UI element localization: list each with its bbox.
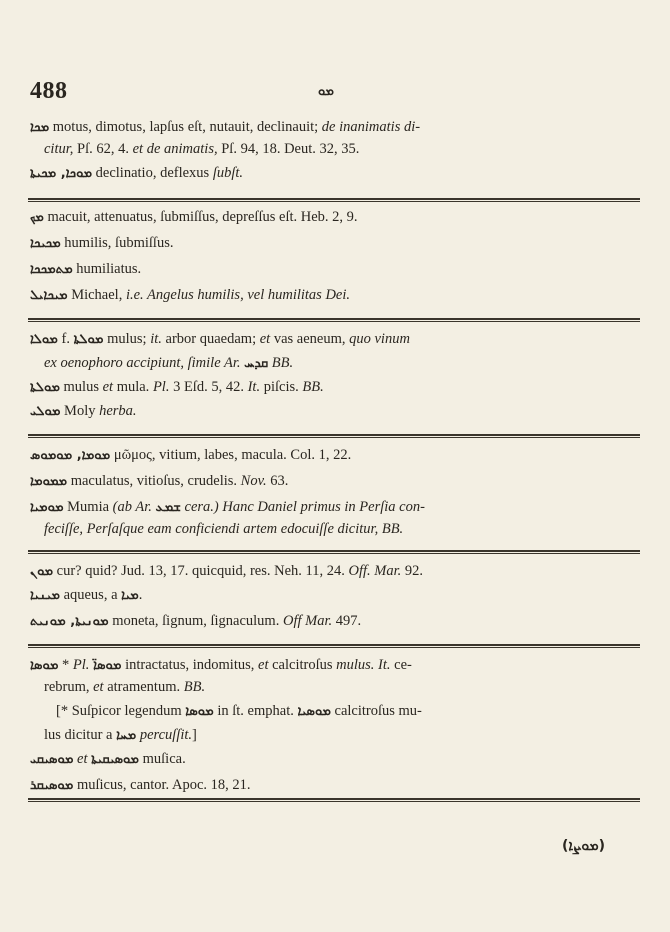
catchword: (ܡܘܨܐ): [562, 838, 605, 854]
gloss-text: atramentum.: [107, 679, 184, 695]
gloss-text: cur? quid? Jud. 13, 17. quicquid, res. Neh. 11, 24.: [53, 563, 349, 579]
gloss-text: motus, dimotus, lapſus eſt, nutauit, declinauit;: [49, 119, 322, 135]
entry-line: [56, 702, 422, 721]
italic-gloss: it.: [150, 331, 166, 347]
entry-divider: [28, 318, 640, 320]
italic-gloss: percuſſit.: [136, 727, 193, 743]
syriac-headword: ܡܘܠܬܐ: [30, 380, 60, 395]
gloss-text: μῶμος, vitium, labes, macula. Col. 1, 22.: [110, 447, 352, 463]
gloss-text: Pſ. 62, 4.: [77, 141, 133, 157]
syriac-headword: ܡܘܠܬܐ: [73, 332, 104, 347]
italic-gloss: BB.: [268, 355, 294, 371]
italic-gloss: Nov.: [240, 473, 271, 489]
entry-line: [30, 446, 351, 465]
italic-gloss: Pl.: [72, 657, 94, 673]
gloss-text: humilis, ſubmiſſus.: [60, 235, 174, 251]
entry-line: [30, 234, 173, 253]
italic-gloss: ex oenophoro accipiunt, ſimile Ar.: [44, 355, 245, 371]
entry-divider: [28, 553, 640, 554]
entry-line: [30, 498, 425, 517]
entry-divider: [28, 321, 640, 322]
italic-gloss: de inanimatis di-: [321, 119, 421, 135]
italic-gloss: citur,: [44, 141, 78, 157]
syriac-headword: ܡܚܐ: [116, 728, 137, 743]
gloss-text: Pſ. 94, 18. Deut. 32, 35.: [221, 141, 360, 157]
gloss-text: mula.: [116, 379, 153, 395]
entry-line: [30, 656, 412, 675]
syriac-headword: ܩܕܚ: [244, 356, 269, 371]
syriac-headword: ܡܝܐ: [121, 588, 139, 603]
gloss-text: calcitroſus mu-: [330, 703, 422, 719]
gloss-text: in ſt. emphat.: [213, 703, 298, 719]
syriac-headword: ܡܘܢ: [30, 564, 54, 579]
italic-gloss: BB.: [183, 679, 206, 695]
entry-line: [30, 330, 410, 349]
syriac-headword: ܡܘܡܐ, ܡܘܡܘܣ: [30, 448, 111, 463]
italic-gloss: et de animatis,: [132, 141, 222, 157]
entry-line: [30, 118, 420, 137]
entry-line: [44, 140, 359, 158]
syriac-headword: ܡܬܡܟܟܐ: [30, 262, 73, 277]
gloss-text: 92.: [404, 563, 424, 579]
gloss-text: lus dicitur a: [44, 727, 117, 743]
gloss-text: mulus: [59, 379, 103, 395]
gloss-text: 497.: [335, 613, 362, 629]
entry-line: [30, 164, 243, 183]
italic-gloss: i.e. Angelus humilis, vel humilitas Dei.: [125, 287, 351, 303]
gloss-text: piſcis.: [263, 379, 303, 395]
syriac-headword: ܡܝܢܝܐ: [30, 588, 60, 603]
entry-divider: [28, 647, 640, 648]
entry-line: [44, 726, 197, 745]
syriac-headword: ܡܝܟܐܝܠ: [30, 288, 68, 303]
italic-gloss: Off. Mar.: [348, 563, 405, 579]
italic-gloss: et: [102, 379, 117, 395]
running-head: ܡܘ: [318, 84, 334, 99]
italic-gloss: et: [258, 657, 273, 673]
italic-gloss: et: [73, 751, 92, 767]
gloss-text: [* Suſpicor legendum: [56, 703, 186, 719]
gloss-text: 63.: [270, 473, 289, 489]
syriac-headword: ܡܟܐ: [30, 120, 50, 135]
gloss-text: muſicus, cantor. Apoc. 18, 21.: [73, 777, 251, 793]
gloss-text: ce-: [394, 657, 412, 673]
entry-divider: [28, 198, 640, 200]
gloss-text: f.: [57, 331, 74, 347]
gloss-text: arbor quaedam;: [165, 331, 260, 347]
italic-gloss: Pl.: [152, 379, 174, 395]
syriac-headword: ܡܘܣܐ: [30, 658, 59, 673]
syriac-headword: ܡܘܠܝ: [30, 404, 61, 419]
syriac-headword: ܡܟܝܟܐ: [30, 236, 61, 251]
gloss-text: humiliatus.: [72, 261, 142, 277]
entry-line: [30, 776, 251, 795]
gloss-text: maculatus, vitioſus, crudelis.: [67, 473, 241, 489]
entry-divider: [28, 550, 640, 552]
syriac-headword: ܡܘܣܐ: [185, 704, 214, 719]
syriac-headword: ܡܘܢܝܬܐ, ܡܘܢܝܬ: [30, 614, 109, 629]
syriac-headword: ܡܘܣܝܐ: [297, 704, 331, 719]
gloss-text: .: [138, 587, 143, 603]
entry-line: [30, 612, 361, 631]
gloss-text: *: [58, 657, 73, 673]
italic-gloss: BB.: [302, 379, 324, 395]
italic-gloss: et: [259, 331, 274, 347]
syriac-headword: ܡܘܠܐ: [30, 332, 58, 347]
gloss-text: Michael,: [67, 287, 126, 303]
entry-divider: [28, 644, 640, 646]
gloss-text: rebrum,: [44, 679, 94, 695]
italic-gloss: feciſſe, Perſaſque eam conficiendi artem edocuiſſe dicitur, BB.: [44, 521, 404, 537]
page-bottom-rule: [28, 798, 640, 800]
page-number: 488: [30, 78, 68, 104]
gloss-text: aqueus, a: [59, 587, 122, 603]
syriac-headword: ܡܘܣܐ̈: [93, 658, 122, 673]
entry-line: [30, 586, 142, 605]
syriac-headword: ܡܘܣܝܩܝ: [30, 752, 74, 767]
italic-gloss: mulus. It.: [336, 657, 395, 673]
entry-line: [30, 750, 186, 769]
italic-gloss: herba.: [99, 403, 137, 419]
italic-gloss: (ab Ar.: [112, 499, 156, 515]
gloss-text: ]: [192, 727, 197, 743]
gloss-text: muſica.: [138, 751, 186, 767]
gloss-text: macuit, attenuatus, ſubmiſſus, depreſſus eſt. Heb. 2, 9.: [43, 209, 358, 225]
syriac-headword: ܡܟ: [30, 210, 44, 225]
gloss-text: Mumia: [63, 499, 113, 515]
italic-gloss: cera.) Hanc Daniel primus in Perſia con-: [180, 499, 425, 515]
italic-gloss: quo vinum: [349, 331, 410, 347]
gloss-text: moneta, ſignum, ſignaculum.: [108, 613, 283, 629]
syriac-headword: ܫܡܥ: [155, 500, 181, 515]
entry-divider: [28, 434, 640, 436]
gloss-text: 3 Eſd. 5, 42.: [173, 379, 248, 395]
page-bottom-rule: [28, 801, 640, 802]
gloss-text: intractatus, indomitus,: [121, 657, 259, 673]
entry-line: [30, 260, 141, 279]
gloss-text: vas aeneum,: [273, 331, 350, 347]
entry-line: [30, 378, 324, 397]
italic-gloss: ſubſt.: [212, 165, 244, 181]
syriac-headword: ܡܡܘܡܐ: [30, 474, 68, 489]
entry-line: [44, 678, 205, 696]
italic-gloss: Off Mar.: [282, 613, 336, 629]
entry-line: [30, 562, 423, 581]
entry-line: [44, 520, 403, 538]
gloss-text: mulus;: [103, 331, 151, 347]
syriac-headword: ܡܘܡܝܐ: [30, 500, 64, 515]
syriac-headword: ܡܘܣܝܩܪ: [30, 778, 74, 793]
entry-divider: [28, 437, 640, 438]
italic-gloss: et: [93, 679, 108, 695]
italic-gloss: It.: [247, 379, 264, 395]
syriac-headword: ܡܘܟܐ, ܡܟܝܬܐ: [30, 166, 93, 181]
entry-line: [44, 354, 293, 373]
gloss-text: Moly: [60, 403, 100, 419]
entry-line: [30, 286, 350, 305]
entry-line: [30, 472, 288, 491]
entry-line: [30, 208, 358, 227]
entry-divider: [28, 201, 640, 202]
gloss-text: calcitroſus: [272, 657, 337, 673]
syriac-headword: ܡܘܣܝܩܝܬܐ: [91, 752, 139, 767]
entry-line: [30, 402, 137, 421]
gloss-text: declinatio, deflexus: [92, 165, 213, 181]
